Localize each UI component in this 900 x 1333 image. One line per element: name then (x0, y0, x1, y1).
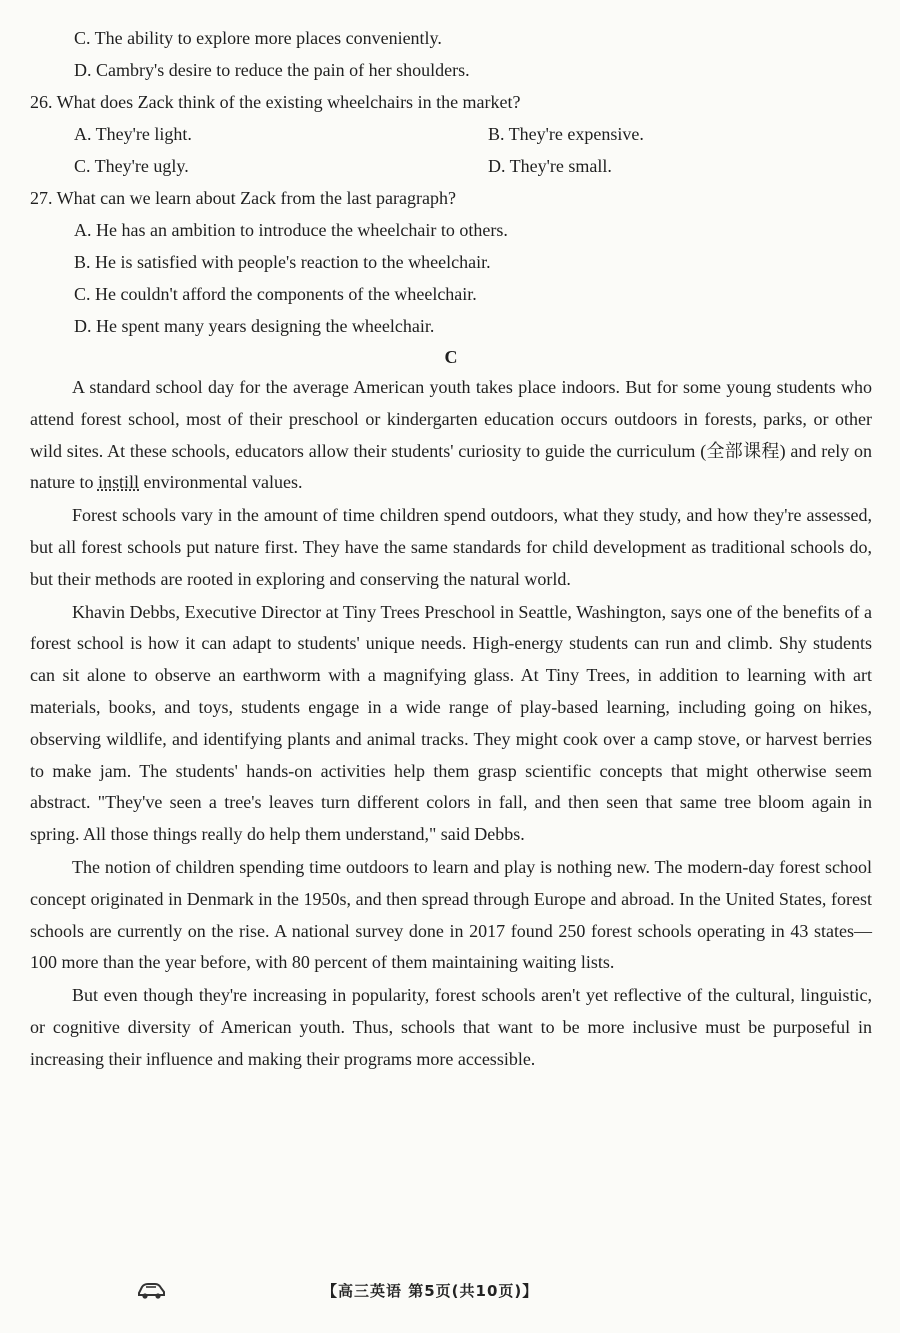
passage-c-paragraph-5: But even though they're increasing in popularity, forest schools aren't yet reflective of the cultural, linguistic, or cognitive diversity of American youth. Thus, schools that want to be more inclusive must be purposeful in increasing their influence and making their programs more accessible. (30, 985, 872, 1069)
q26-option-c: C. They're ugly. (74, 156, 189, 176)
car-logo-icon (136, 1280, 166, 1300)
passage-c-paragraph-4: The notion of children spending time outdoors to learn and play is nothing new. The modern-day forest school concept originated in Denmark in the 1950s, and then spread through Europe and abroad. In the United States, forest schools are currently on the rise. A national survey done in 2017 found 250 forest schools operating in 43 states—100 more than the year before, with 80 percent of them maintaining waiting lists. (30, 856, 872, 973)
page-footer (0, 1278, 900, 1308)
passage-c-paragraph-3: Khavin Debbs, Executive Director at Tiny Trees Preschool in Seattle, Washington, says one of the benefits of a forest school is how it can adapt to students' unique needs. High-energy students can run and climb. Shy students can sit alone to observe an earthworm with a magnifying glass. At Tiny Trees, in addition to learning with art materials, books, and toys, students engage in a wide range of play-based learning, including going on hikes, observing wildlife, and identifying plants and animal tracks. They might cook over a camp stove, or harvest berries to make jam. The students' hands-on activities help them grasp scientific concepts that might otherwise seem abstract. "They've seen a tree's leaves turn different colors in fall, and then seen that same tree bloom again in spring. All those things really do help them understand," said Debbs. (30, 601, 872, 845)
q27-option-b: B. He is satisfied with people's reaction to the wheelchair. (74, 252, 491, 272)
q27-option-a: A. He has an ambition to introduce the wheelchair to others. (74, 220, 508, 240)
q27-option-d: D. He spent many years designing the wheelchair. (74, 316, 435, 336)
q26-option-b: B. They're expensive. (488, 124, 644, 144)
q27-option-c: C. He couldn't afford the components of the wheelchair. (74, 284, 477, 304)
q26-options-row-1 (30, 118, 872, 150)
q26-stem: 26. What does Zack think of the existing wheelchairs in the market? (30, 92, 521, 112)
passage-c-paragraph-1 (30, 372, 872, 499)
vocab-underlined-word: instill (97, 472, 139, 493)
q26-option-a: A. They're light. (74, 124, 192, 144)
passage-c-p1-text: A standard school day for the average American youth takes place indoors. But for some young students who attend forest school, most of their preschool or kindergarten education occurs outdoors in forests, parks, or other wild sites. At these schools, educators allow their students' curiosity to guide the curriculum (全部课程) and rely on nature to (30, 377, 872, 493)
q27-stem: 27. What can we learn about Zack from the last paragraph? (30, 188, 456, 208)
exam-page (30, 22, 872, 1076)
passage-c-paragraph-2: Forest schools vary in the amount of time children spend outdoors, what they study, and how they're assessed, but all forest schools put nature first. They have the same standards for child development as traditional schools do, but their methods are rooted in exploring and conserving the natural world. (30, 505, 872, 589)
q25-option-d: D. Cambry's desire to reduce the pain of her shoulders. (74, 60, 470, 80)
passage-c-p1-tail: environmental values. (139, 472, 303, 493)
page-number-label: 【高三英语 第5页(共10页)】 (322, 1282, 539, 1300)
passage-c-title: C (444, 347, 458, 367)
q26-option-d: D. They're small. (488, 156, 612, 176)
q25-option-c: C. The ability to explore more places conveniently. (74, 28, 442, 48)
q26-options-row-2 (30, 150, 872, 182)
